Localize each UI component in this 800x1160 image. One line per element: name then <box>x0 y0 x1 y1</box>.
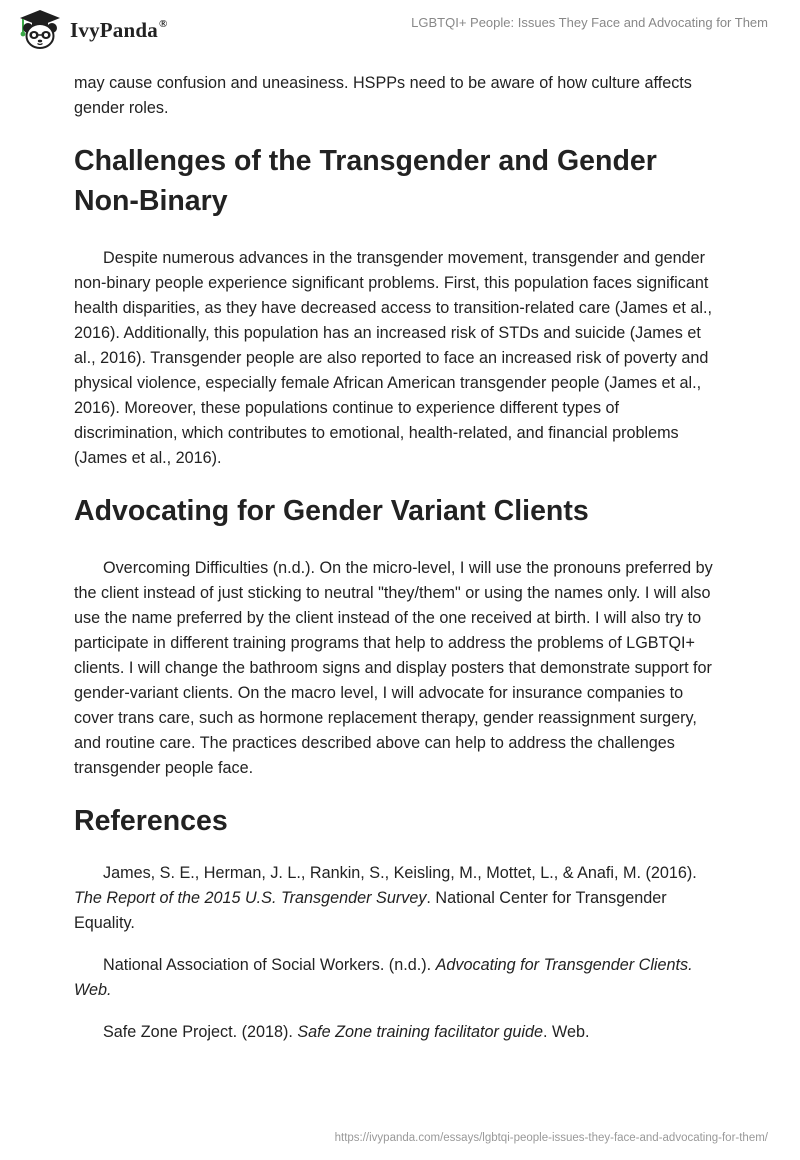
reference-item: Safe Zone Project. (2018). Safe Zone training facilitator guide. Web. <box>103 1023 590 1041</box>
references-heading: References <box>74 805 228 837</box>
section-heading-advocating: Advocating for Gender Variant Clients <box>74 495 589 527</box>
ivypanda-logo[interactable] <box>14 8 167 52</box>
reference-item: James, S. E., Herman, J. L., Rankin, S., Keisling, M., Mottet, L., & Anafi, M. (2016). The Report of the 2015 U.S. Transgender Survey. National Center for Transgender Equality. <box>74 864 697 932</box>
reference-item: National Association of Social Workers. (n.d.). Advocating for Transgender Clients. Web. <box>74 956 693 999</box>
section-heading-challenges: Challenges of the Transgender and Gender Non-Binary <box>74 145 657 217</box>
section-paragraph-advocating: Overcoming Difficulties (n.d.). On the micro-level, I will use the pronouns preferred by the client instead of just sticking to neutral "they/them" or using the names only. I will also use the name preferred by the client instead of the one received at birth. I will also try to participate in different training programs that help to address the problems of LGBTQI+ clients. I will change the bathroom signs and display posters that demonstrate support for gender-variant clients. On the macro level, I will advocate for insurance companies to cover trans care, such as hormone replacement therapy, gender reassignment surgery, and routine care. The practices described above can help to address the challenges transgender people face. <box>74 559 713 777</box>
source-url-link[interactable]: https://ivypanda.com/essays/lgbtqi-people-issues-they-face-and-advocating-for-them/ <box>334 1132 768 1144</box>
brand-name: IvyPanda® <box>70 17 168 42</box>
panda-graduate-icon <box>14 8 66 52</box>
section-paragraph-challenges: Despite numerous advances in the transgender movement, transgender and gender non-binary people experience significant problems. First, this population faces significant health disparities, as they have decreased access to transition-related care (James et al., 2016). Additionally, this population has an increased risk of STDs and suicide (James et al., 2016). Transgender people are also reported to face an increased risk of poverty and physical violence, especially female African American transgender people (James et al., 2016). Moreover, these populations continue to experience different types of discrimination, which contributes to emotional, health-related, and financial problems (James et al., 2016). <box>74 249 712 467</box>
essay-content <box>74 71 726 1045</box>
document-title: LGBTQI+ People: Issues They Face and Advocating for Them <box>411 15 768 30</box>
intro-paragraph: may cause confusion and uneasiness. HSPPs need to be aware of how culture affects gender roles. <box>74 74 692 117</box>
